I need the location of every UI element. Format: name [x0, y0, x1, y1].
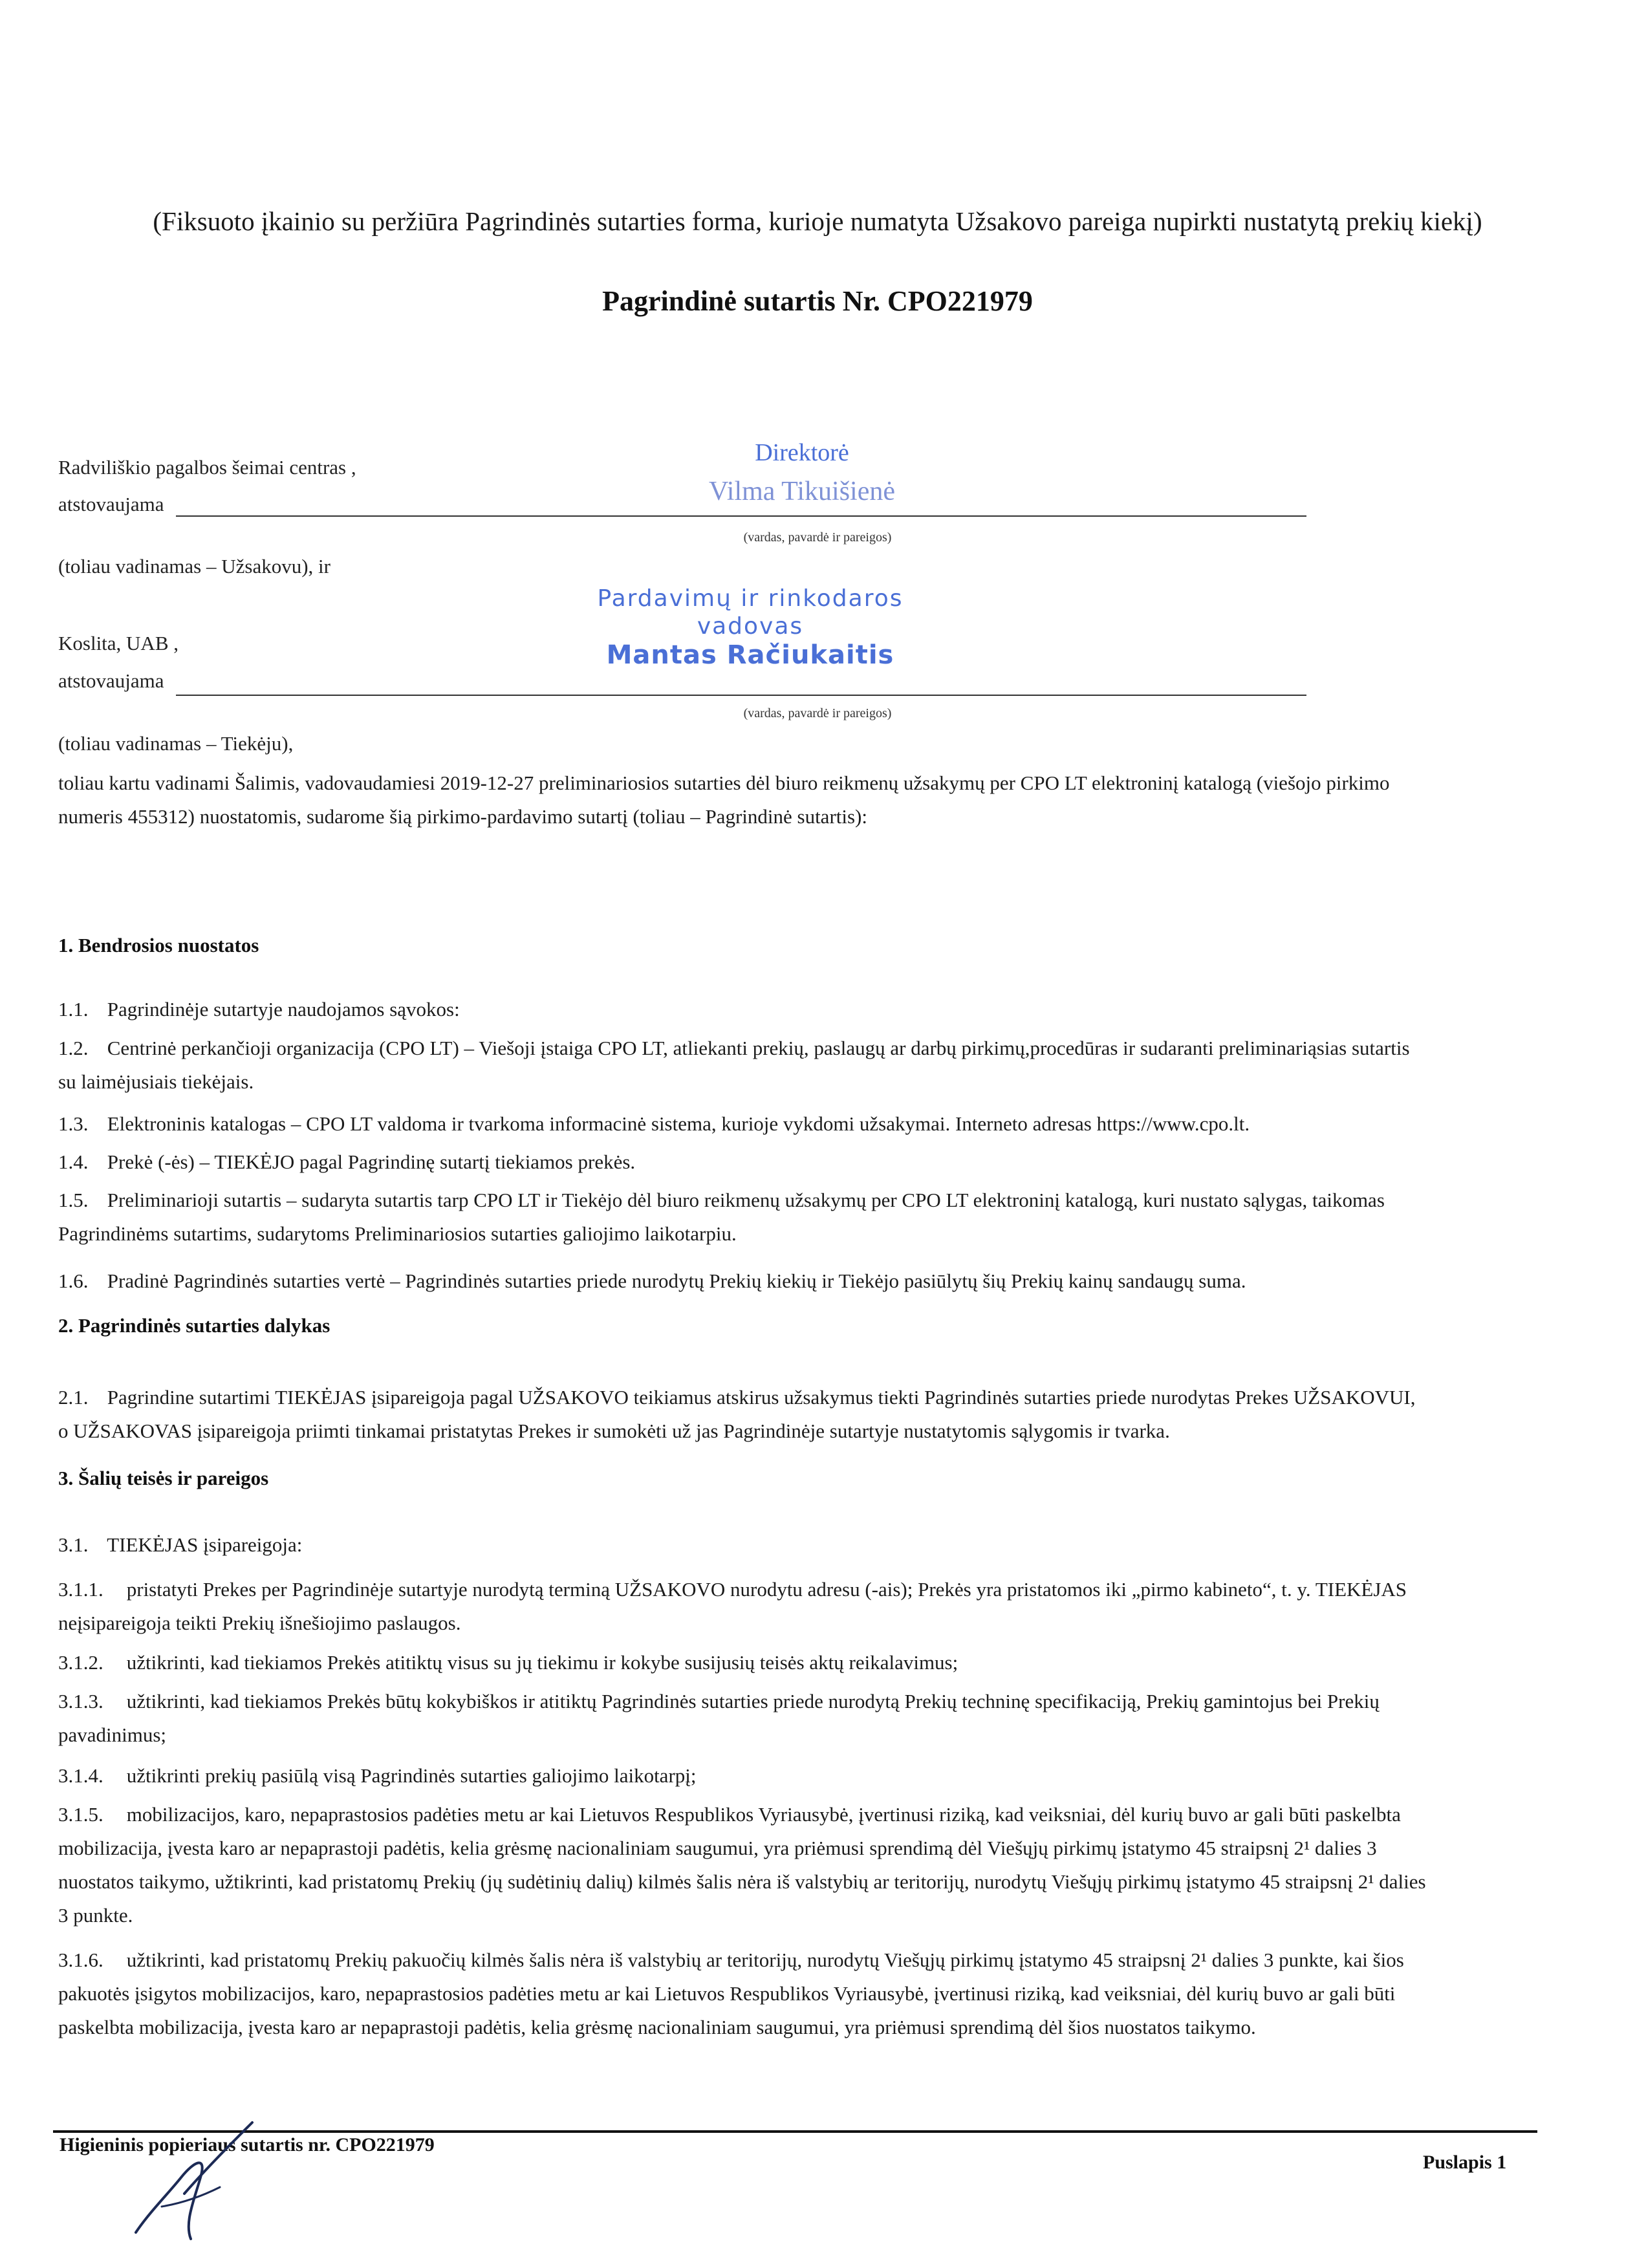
form-type-note: (Fiksuoto įkainio su peržiūra Pagrindinės sutarties forma, kurioje numatyta Užsakovo pareiga nupirkti nustatytą prekių kiekį) [153, 206, 1482, 236]
supplier-stamp-title-2: vadovas [697, 613, 804, 640]
clause-3-1-6: 3.1.6. užtikrinti, kad pristatomų Prekių pakuočių kilmės šalis nėra iš valstybių ar teritorijų, nurodytų Viešųjų pirkimų įstatymo 45 straipsnį 2¹ dalies 3 punkte, kai šios pakuotės įsigytos mobilizacijos, karo, nepaprastosios padėties metu ar kai Lietuvos Respublikos Vyriausybė, įvertinusi riziką, kad veiksniai, dėl kurių buvo ar gali būti paskelbta mobilizacija, įvesta karo ar nepaprastoji padėtis, kelia grėsmę nacionaliniam saugumui, yra priėmusi sprendimą dėl šios nuostatos taikymo. [58, 1949, 1404, 2038]
clause-3-1-3: 3.1.3. užtikrinti, kad tiekiamos Prekės būtų kokybiškos ir atitiktų Pagrindinės sutarties priede nurodytą Prekių techninę specifikaciją, Prekių gamintojus bei Prekių pavadinimus; [58, 1690, 1380, 1746]
clause-1-6: 1.6. Pradinė Pagrindinės sutarties vertė – Pagrindinės sutarties priede nurodytų Prekių kiekių ir Tiekėjo pasiūlytų šių Prekių kainų sandaugų suma. [58, 1269, 1246, 1292]
handwritten-signature [123, 2116, 291, 2245]
supplier-role: (toliau vadinamas – Tiekėju), [58, 732, 294, 755]
section-1-heading: 1. Bendrosios nuostatos [58, 934, 259, 956]
supplier-caption: (vardas, pavardė ir pareigos) [743, 706, 892, 720]
clause-3-1-1: 3.1.1. pristatyti Prekes per Pagrindinėje sutartyje nurodytą terminą UŽSAKOVO nurodytu adresu (-ais); Prekės yra pristatomos iki „pirmo kabineto“, t. y. TIEKĖJAS neįsipareigoja teikti Prekių išnešiojimo paslaugos. [58, 1578, 1407, 1634]
clause-1-5: 1.5. Preliminarioji sutartis – sudaryta sutartis tarp CPO LT ir Tiekėjo dėl biuro reikmenų užsakymų per CPO LT elektroninį katalogą, kuri nustato sąlygas, taikomas Pagrindinėms sutartims, sudarytoms Preliminariosios sutarties galiojimo laikotarpiu. [58, 1189, 1385, 1245]
intro-paragraph: toliau kartu vadinami Šalimis, vadovaudamiesi 2019-12-27 preliminariosios sutarties dėl biuro reikmenų užsakymų per CPO LT elektroninį katalogą (viešojo pirkimo numeris 455312) nuostatomis, sudarome šią pirkimo-pardavimo sutartį (toliau – Pagrindinė sutartis): [58, 772, 1390, 828]
supplier-stamp-name: Mantas Račiukaitis [606, 640, 894, 670]
customer-stamp-position: Direktorė [755, 439, 849, 466]
clause-3-1-2: 3.1.2. užtikrinti, kad tiekiamos Prekės atitiktų visus su jų tiekimu ir kokybe susijusių teisės aktų reikalavimus; [58, 1651, 958, 1674]
clause-1-3: 1.3. Elektroninis katalogas – CPO LT valdoma ir tvarkoma informacinė sistema, kurioje vykdomi užsakymai. Interneto adresas https://www.cpo.lt. [58, 1112, 1250, 1135]
customer-caption: (vardas, pavardė ir pareigos) [743, 530, 892, 545]
footer-contract-label: Higieninis popieriaus sutartis nr. CPO221979 [60, 2134, 435, 2155]
document-title: Pagrindinė sutartis Nr. CPO221979 [602, 285, 1033, 317]
clause-3-1-5: 3.1.5. mobilizacijos, karo, nepaprastosios padėties metu ar kai Lietuvos Respublikos Vyriausybė, įvertinusi riziką, kad veiksniai, dėl kurių buvo ar gali būti paskelbta mobilizacija, įvesta karo ar nepaprastoji padėtis, kelia grėsmę nacionaliniam saugumui, yra priėmusi sprendimą dėl Viešųjų pirkimų įstatymo 45 straipsnį 2¹ dalies 3 nuostatos taikymo, užtikrinti, kad pristatomų Prekių (jų sudėtinių dalių) kilmės šalis nėra iš valstybių ar teritorijų, nurodytų Viešųjų pirkimų įstatymo 45 straipsnį 2¹ dalies 3 punkte. [58, 1803, 1426, 1927]
section-3-heading: 3. Šalių teisės ir pareigos [58, 1467, 269, 1489]
customer-name: Radviliškio pagalbos šeimai centras , [58, 456, 356, 479]
clause-1-4: 1.4. Prekė (-ės) – TIEKĖJO pagal Pagrindinę sutartį tiekiamos prekės. [58, 1150, 636, 1173]
supplier-stamp-title: Pardavimų ir rinkodaros [597, 585, 904, 612]
supplier-name: Koslita, UAB , [58, 632, 179, 654]
supplier-represented-label: atstovaujama [58, 669, 164, 692]
customer-stamp-name: Vilma Tikuišienė [708, 477, 895, 506]
customer-role: (toliau vadinamas – Užsakovu), ir [58, 555, 330, 578]
page-number: Puslapis 1 [1423, 2152, 1507, 2173]
section-2-heading: 2. Pagrindinės sutarties dalykas [58, 1314, 330, 1337]
clause-1-2: 1.2. Centrinė perkančioji organizacija (CPO LT) – Viešoji įstaiga CPO LT, atliekanti prekių, paslaugų ar darbų pirkimų,procedūras ir sudaranti preliminariąsias sutartis su laimėjusiais tiekėjais. [58, 1037, 1410, 1093]
clause-3-1-4: 3.1.4. užtikrinti prekių pasiūlą visą Pagrindinės sutarties galiojimo laikotarpį; [58, 1764, 697, 1787]
clause-1-1: 1.1. Pagrindinėje sutartyje naudojamos sąvokos: [58, 998, 460, 1021]
clause-2-1: 2.1. Pagrindine sutartimi TIEKĖJAS įsipareigoja pagal UŽSAKOVO teikiamus atskirus užsakymus tiekti Pagrindinės sutarties priede nurodytas Prekes UŽSAKOVUI, o UŽSAKOVAS įsipareigoja priimti tinkamai pristatytas Prekes ir sumokėti už jas Pagrindinėje sutartyje nustatytomis sąlygomis ir tvarka. [58, 1386, 1416, 1442]
supplier-signature-line [176, 695, 1306, 696]
customer-represented-label: atstovaujama [58, 493, 164, 515]
clause-3-1: 3.1. TIEKĖJAS įsipareigoja: [58, 1533, 303, 1556]
customer-signature-line [176, 515, 1306, 517]
